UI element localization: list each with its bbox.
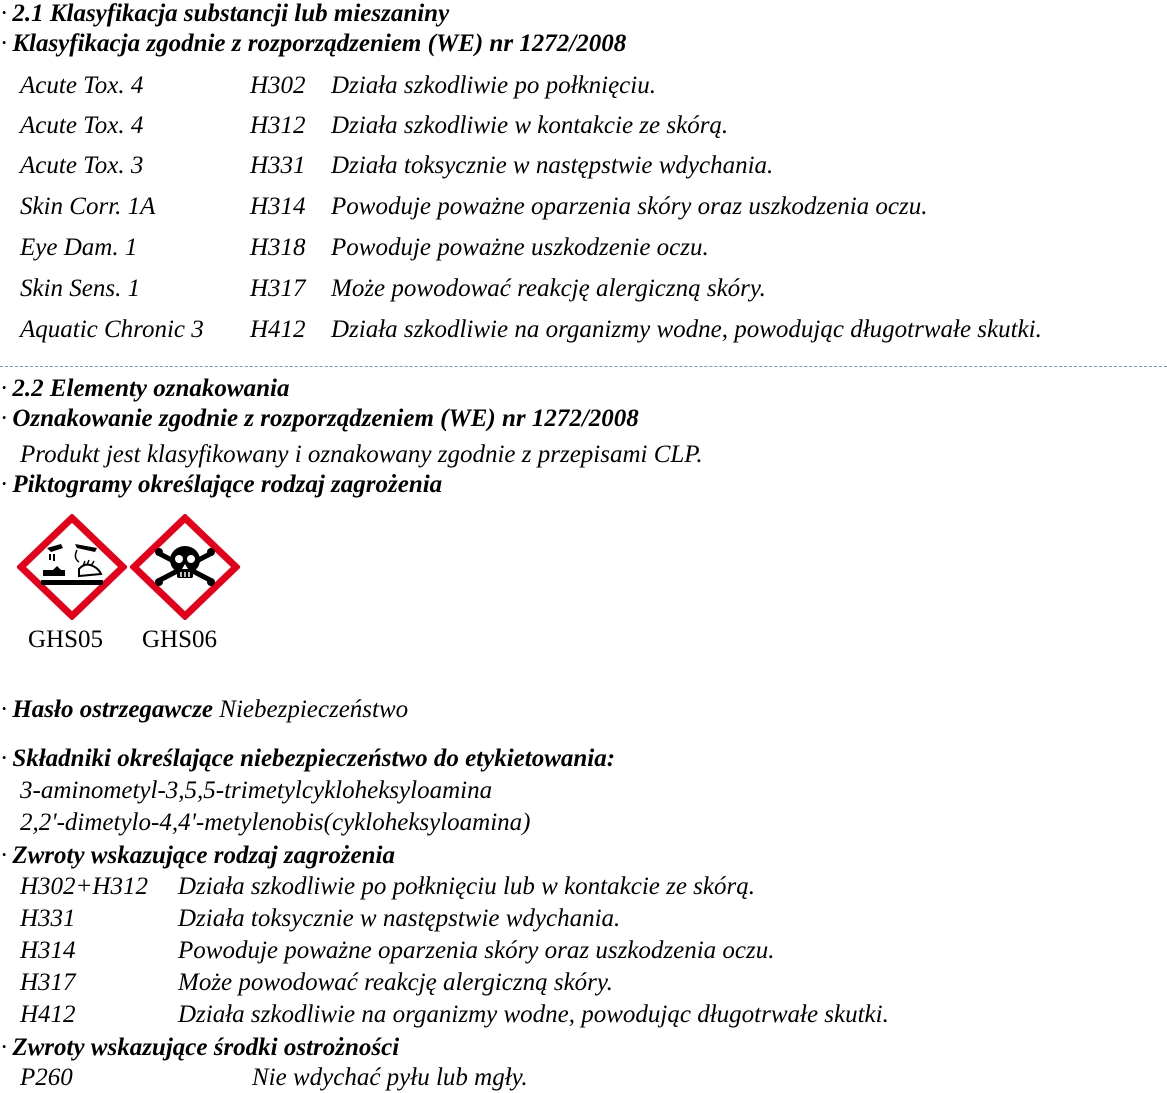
hazard-code: H331 xyxy=(250,152,306,179)
hazard-text: Działa szkodliwie w kontakcie ze skórą. xyxy=(331,112,729,139)
subtitle-text: Klasyfikacja zgodnie z rozporządzeniem (WE) nr 1272/2008 xyxy=(12,30,627,57)
hazard-text: Powoduje poważne oparzenia skóry oraz uszkodzenia oczu. xyxy=(178,937,775,964)
hazard-text: Działa toksycznie w następstwie wdychania. xyxy=(331,152,774,179)
hazard-code: H317 xyxy=(250,275,306,302)
precautionary-text: Nie wdychać pyłu lub mgły. xyxy=(252,1064,528,1091)
hazard-text: Działa szkodliwie po połknięciu lub w kontakcie ze skórą. xyxy=(178,873,755,900)
pictogram-label-ghs06: GHS06 xyxy=(142,626,218,653)
hazard-text: Działa szkodliwie po połknięciu. xyxy=(331,72,656,99)
bullet: · xyxy=(0,1034,9,1061)
heading-text: Zwroty wskazujące środki ostrożności xyxy=(12,1034,400,1061)
bullet: · xyxy=(0,405,9,432)
hazard-class: Acute Tox. 4 xyxy=(20,72,144,99)
ghs06-skull-icon xyxy=(130,514,240,620)
bullet: · xyxy=(0,30,9,57)
section-title-text: 2.1 Klasyfikacja substancji lub mieszaniny xyxy=(12,0,450,27)
bullet: · xyxy=(0,471,9,498)
section-title-text: 2.2 Elementy oznakowania xyxy=(12,375,290,402)
hazard-statements-heading xyxy=(0,842,395,870)
ghs05-corrosion-icon xyxy=(17,514,127,620)
heading-text: Składniki określające niebezpieczeństwo do etykietowania: xyxy=(12,745,616,772)
hazard-code: H302 xyxy=(250,72,306,99)
bullet: · xyxy=(0,696,9,723)
precautionary-code: P260 xyxy=(20,1064,73,1091)
hazard-text: Działa szkodliwie na organizmy wodne, powodując długotrwałe skutki. xyxy=(178,1001,889,1028)
hazard-class: Acute Tox. 3 xyxy=(20,152,144,179)
hazard-class: Aquatic Chronic 3 xyxy=(20,316,204,343)
hazard-code: H317 xyxy=(20,969,76,996)
hazard-text: Działa szkodliwie na organizmy wodne, powodując długotrwałe skutki. xyxy=(331,316,1042,343)
bullet: · xyxy=(0,842,9,869)
hazard-text: Powoduje poważne uszkodzenie oczu. xyxy=(331,234,709,261)
clp-note: Produkt jest klasyfikowany i oznakowany zgodnie z przepisami CLP. xyxy=(20,441,703,468)
hazard-class: Acute Tox. 4 xyxy=(20,112,144,139)
section-divider xyxy=(0,366,1167,367)
hazard-code: H412 xyxy=(250,316,306,343)
hazardous-components-heading xyxy=(0,745,615,773)
hazard-code: H314 xyxy=(250,193,306,220)
signal-word-line xyxy=(0,696,408,724)
hazard-code: H312 xyxy=(250,112,306,139)
hazardous-component: 2,2'-dimetylo-4,4'-metylenobis(cykloheksyloamina) xyxy=(20,809,531,836)
hazard-code: H302+H312 xyxy=(20,873,148,900)
section-2-2-subtitle xyxy=(0,405,639,433)
precautionary-heading xyxy=(0,1034,399,1062)
hazardous-component: 3-aminometyl-3,5,5-trimetylcykloheksyloamina xyxy=(20,777,493,804)
bullet: · xyxy=(0,745,9,772)
hazard-class: Skin Sens. 1 xyxy=(20,275,141,302)
section-2-2-title xyxy=(0,375,289,403)
hazard-text: Działa toksycznie w następstwie wdychania. xyxy=(178,905,621,932)
hazard-code: H331 xyxy=(20,905,76,932)
hazard-text: Może powodować reakcję alergiczną skóry. xyxy=(331,275,766,302)
pictograms-heading xyxy=(0,471,442,499)
subtitle-text: Oznakowanie zgodnie z rozporządzeniem (WE) nr 1272/2008 xyxy=(12,405,639,432)
hazard-code: H318 xyxy=(250,234,306,261)
bullet: · xyxy=(0,375,9,402)
heading-text: Zwroty wskazujące rodzaj zagrożenia xyxy=(12,842,396,869)
bullet: · xyxy=(0,0,9,27)
signal-word-label: Hasło ostrzegawcze xyxy=(12,696,214,723)
hazard-code: H412 xyxy=(20,1001,76,1028)
pictogram-label-ghs05: GHS05 xyxy=(28,626,104,653)
hazard-class: Skin Corr. 1A xyxy=(20,193,156,220)
section-2-1-title xyxy=(0,0,449,28)
heading-text: Piktogramy określające rodzaj zagrożenia xyxy=(12,471,443,498)
hazard-text: Powoduje poważne oparzenia skóry oraz uszkodzenia oczu. xyxy=(331,193,928,220)
hazard-code: H314 xyxy=(20,937,76,964)
hazard-class: Eye Dam. 1 xyxy=(20,234,138,261)
section-2-1-subtitle xyxy=(0,30,626,58)
signal-word-value: Niebezpieczeństwo xyxy=(219,696,409,723)
hazard-text: Może powodować reakcję alergiczną skóry. xyxy=(178,969,613,996)
